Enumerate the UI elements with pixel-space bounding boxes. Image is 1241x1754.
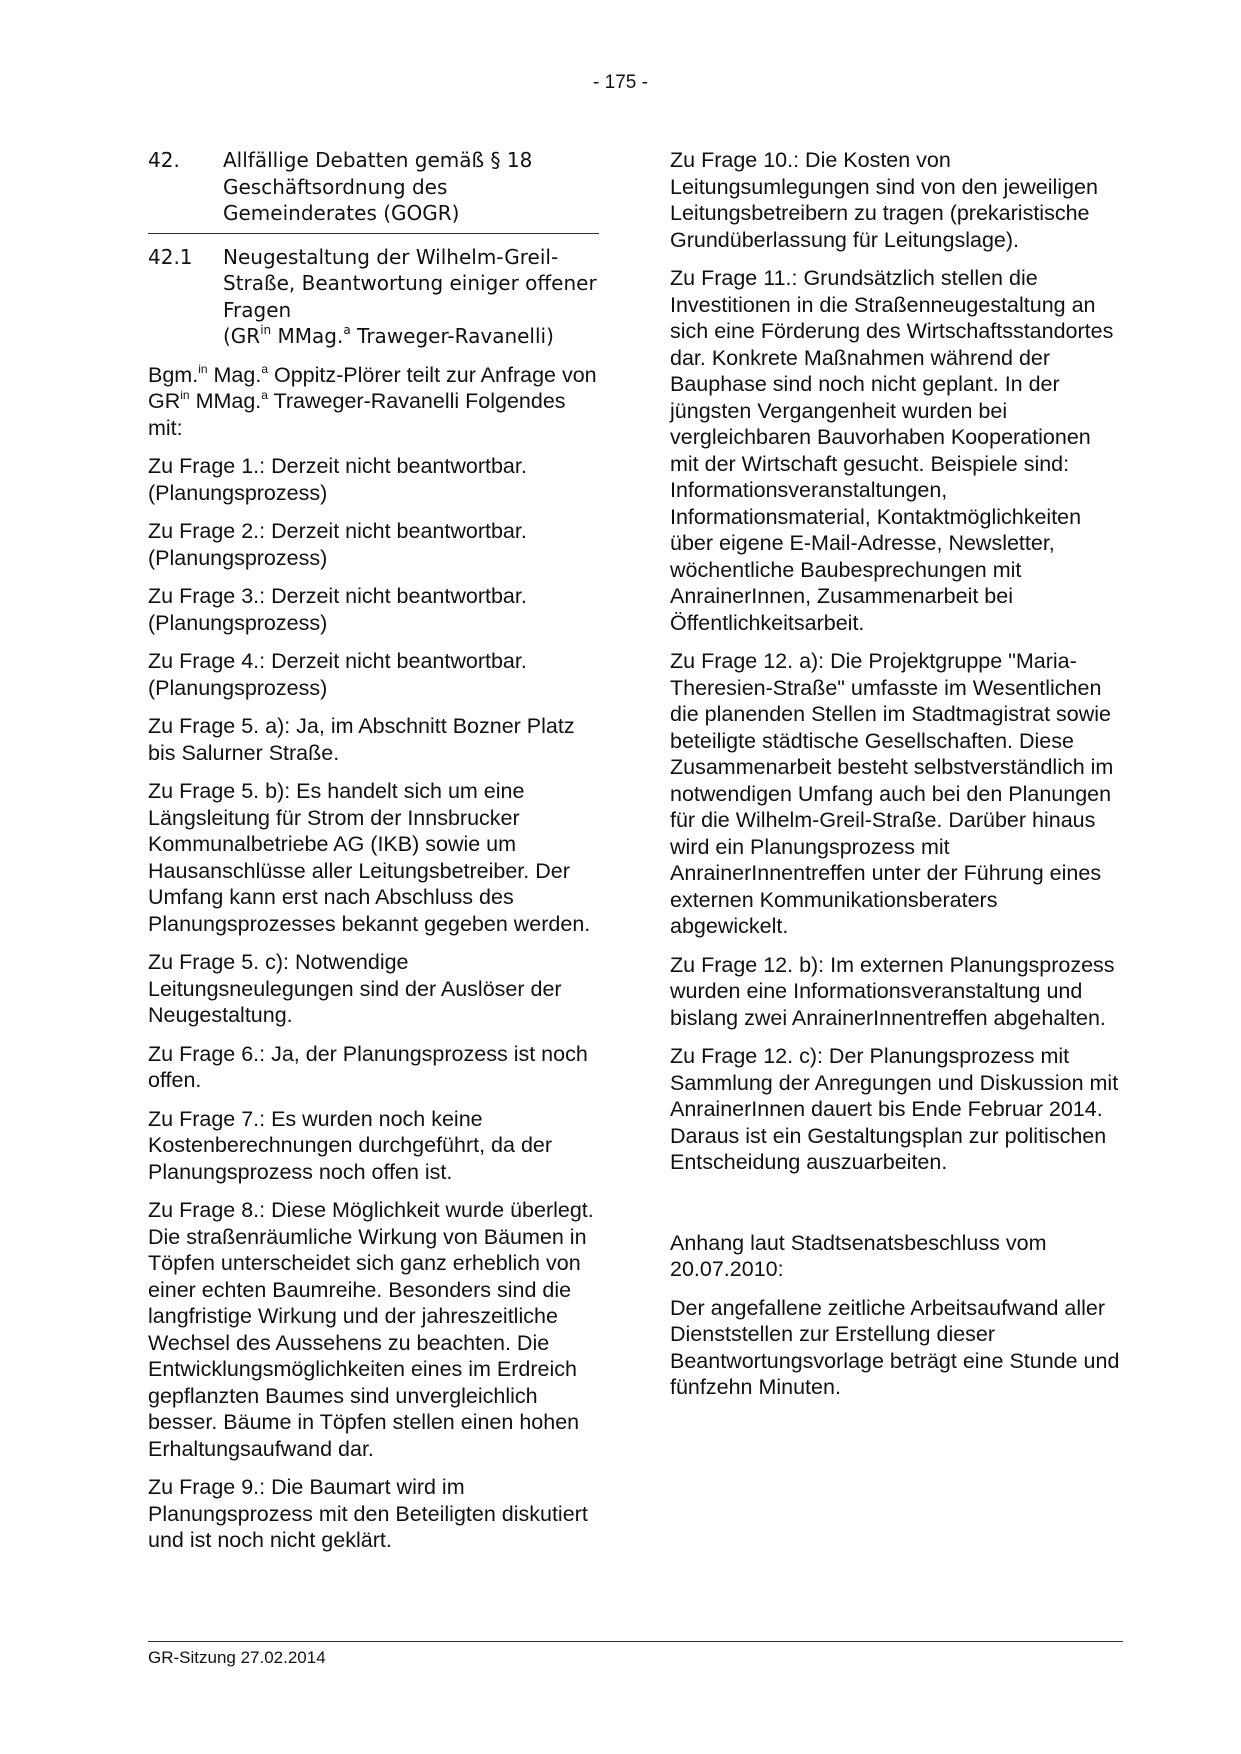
answer-paragraph: Zu Frage 6.: Ja, der Planungsprozess ist noch offen. [148,1041,588,1092]
footer-session-date: GR-Sitzung 27.02.2014 [148,1648,326,1667]
spacer [670,1188,1121,1230]
agenda-item-main [148,147,599,234]
agenda-main-title: Allfällige Debatten gemäß § 18 Geschäftsordnung des Gemeinderates (GOGR) [223,148,533,225]
answer-paragraph: Zu Frage 11.: Grundsätzlich stellen die Investitionen in die Straßenneugestaltung an sich eine Förderung des Wirtschaftsstandortes dar. Konkrete Maßnahmen während der Bauphase sind noch nicht geplant. In der jüngsten Vergangenheit wurden bei vergleichbaren Bauvorhaben Kooperationen mit der Wirtschaft gesucht. Beispiele sind: Informationsveranstaltungen, Informationsmaterial, Kontaktmöglichkeiten über eigene E-Mail-Adresse, Newsletter, wöchentliche Baubesprechungen mit AnrainerInnen, Zusammenarbeit bei Öffentlichkeitsarbeit. [670,266,1114,635]
appendix-text: Der angefallene zeitliche Arbeitsaufwand aller Dienststellen zur Erstellung dieser Beantwortungsvorlage beträgt eine Stunde und fünfzehn Minuten. [670,1295,1120,1399]
answer-paragraph: Zu Frage 12. b): Im externen Planungsprozess wurden eine Informationsveranstaltung und bislang zwei AnrainerInnentreffen abgehalten. [670,952,1115,1030]
answer-paragraph: Zu Frage 2.: Derzeit nicht beantwortbar. (Planungsprozess) [148,519,527,570]
agenda-sub-author: ($GR^{in}$ MMag.$^a$ Traweger-Ravanelli) [223,323,554,348]
agenda-item-sub [148,244,599,350]
agenda-sub-title-block [223,244,599,350]
answer-paragraph: Zu Frage 5. c): Notwendige Leitungsneulegungen sind der Auslöser der Neugestaltung. [148,950,562,1027]
agenda-main-number: 42. [148,148,180,172]
answer-paragraph: Zu Frage 4.: Derzeit nicht beantwortbar. (Planungsprozess) [148,649,527,700]
answer-paragraph: Zu Frage 7.: Es wurden noch keine Kostenberechnungen durchgeführt, da der Planungsprozess noch offen ist. [148,1106,553,1184]
answer-paragraph: Zu Frage 12. c): Der Planungsprozess mit Sammlung der Anregungen und Diskussion mit AnrainerInnen dauert bis Ende Februar 2014. Daraus ist ein Gestaltungsplan zur politischen Entscheidung auszuarbeiten. [670,1044,1119,1174]
right-column [670,147,1121,1413]
answer-paragraph: Zu Frage 5. b): Es handelt sich um eine Längsleitung für Strom der Innsbrucker Kommunalbetriebe AG (IKB) sowie um Hausanschlüsse aller Leitungsbetreiber. Der Umfang kann erst nach Abschluss des Planungsprozesses bekannt gegeben werden. [148,779,591,936]
agenda-sub-number: 42.1 [148,244,193,269]
answer-paragraph: Zu Frage 3.: Derzeit nicht beantwortbar. (Planungsprozess) [148,584,527,635]
left-column [148,147,599,1566]
intro-paragraph: Bgm.$^{in}$ Mag.$^a$ Oppitz-Plörer teilt zur Anfrage von $GR^{in}$ MMag.$^a$ Traweger-Ravanelli Folgendes mit: [148,361,597,440]
answer-paragraph: Zu Frage 5. a): Ja, im Abschnitt Bozner Platz bis Salurner Straße. [148,714,575,765]
agenda-sub-title: Neugestaltung der Wilhelm-Greil-Straße, Beantwortung einiger offener Fragen [223,244,597,322]
answer-paragraph: Zu Frage 8.: Diese Möglichkeit wurde überlegt. Die straßenräumliche Wirkung von Bäumen in Töpfen unterscheidet sich ganz erheblich von einer echten Baumreihe. Besonders sind die langfristige Wirkung und der jahreszeitliche Wechsel des Aussehens zu beachten. Die Entwicklungsmöglichkeiten eines im Erdreich gepflanzten Baumes sind unvergleichlich besser. Bäume in Töpfen stellen einen hohen Erhaltungsaufwand dar. [148,1198,594,1461]
answer-paragraph: Zu Frage 9.: Die Baumart wird im Planungsprozess mit den Beteiligten diskutiert und ist noch nicht geklärt. [148,1475,588,1552]
answer-paragraph: Zu Frage 12. a): Die Projektgruppe "Maria-Theresien-Straße" umfasste im Wesentlichen die planenden Stellen im Stadtmagistrat sowie beteiligte städtische Gesellschaften. Diese Zusammenarbeit besteht selbstverständlich im notwendigen Umfang auch bei den Planungen für die Wilhelm-Greil-Straße. Darüber hinaus wird ein Planungsprozess mit AnrainerInnentreffen unter der Führung eines externen Kommunikationsberaters abgewickelt. [670,649,1114,938]
page-number: - 175 - [593,72,648,93]
appendix-heading: Anhang laut Stadtsenatsbeschluss vom 20.07.2010: [670,1230,1047,1281]
footer-divider [148,1641,1123,1642]
answer-paragraph: Zu Frage 1.: Derzeit nicht beantwortbar. (Planungsprozess) [148,454,527,505]
answer-paragraph: Zu Frage 10.: Die Kosten von Leitungsumlegungen sind von den jeweiligen Leitungsbetreibern zu tragen (prekaristische Grundüberlassung für Leitungslage). [670,148,1098,252]
